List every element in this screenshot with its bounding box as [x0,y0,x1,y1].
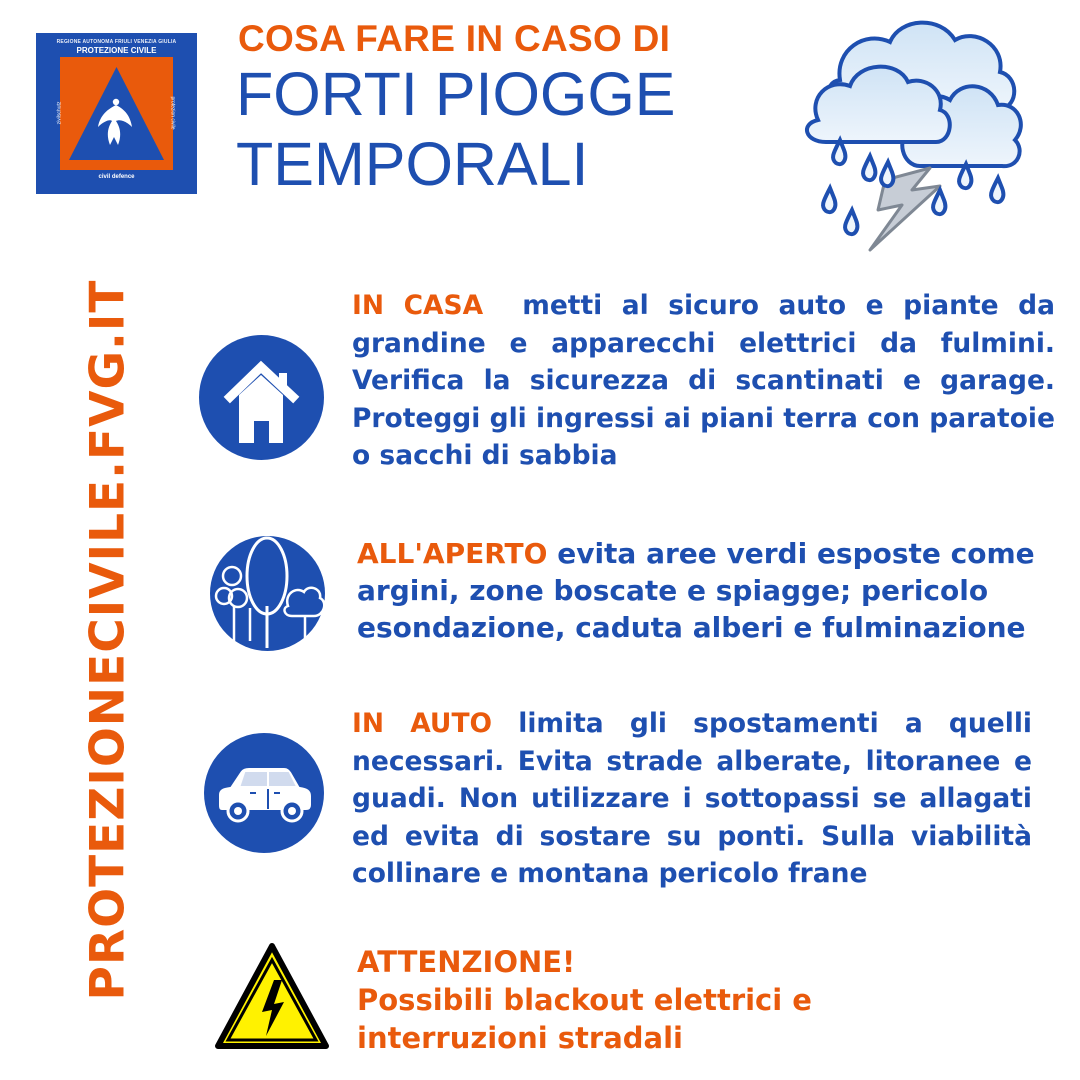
section-in-casa [352,287,1055,475]
logo-side-left-text: zivilschutz [56,101,63,125]
title-line-2: TEMPORALI [236,130,589,198]
logo-side-right-text: protezion civile [169,96,176,130]
all-aperto-text: evita aree verdi esposte come argini, zone boscate e spiagge; pericolo esondazione, caduta alberi e fulminazione [357,537,1035,644]
in-casa-text: metti al sicuro auto e piante da grandine e apparecchi elettrici da fulmini. Verifica la sicurezza di scantinati e garage. Proteggi gli ingressi ai piani terra con paratoie o sacchi di sabbia [352,290,1056,471]
storm-clouds-icon [790,10,1030,260]
section-in-auto [352,705,1032,893]
logo-org-text: PROTEZIONE CIVILE [76,46,157,55]
logo-triangle-eagle-icon [60,57,176,170]
protezione-civile-logo [36,33,197,194]
in-auto-text: limita gli spostamenti a quelli necessari. Evita strade alberate, litoranee e guadi. Non utilizzare i sottopassi se allagati ed evita di sostare su ponti. Sulla viabilità collinare e montana pericolo frane [352,708,1032,889]
in-auto-label: IN AUTO [352,708,493,739]
attenzione-line-2: interruzioni stradali [357,1021,683,1055]
car-icon [204,733,324,853]
house-icon [199,335,324,460]
attenzione-line-1: Possibili blackout elettrici e [357,983,812,1017]
all-aperto-label: ALL'APERTO [357,537,548,570]
section-all-aperto [357,535,1037,646]
section-attenzione [357,943,1037,1057]
in-casa-label: IN CASA [352,290,484,321]
header-kicker: COSA FARE IN CASO DI [238,18,671,59]
trees-icon [210,536,325,651]
website-url: PROTEZIONECIVILE.FVG.IT [80,279,136,1001]
logo-bottom-text: civil defence [98,174,135,180]
logo-region-text: REGIONE AUTONOMA FRIULI VENEZIA GIULIA [56,39,177,45]
high-voltage-warning-icon [212,940,332,1052]
attenzione-title: ATTENZIONE! [357,945,576,979]
title-line-1: FORTI PIOGGE [236,60,676,128]
